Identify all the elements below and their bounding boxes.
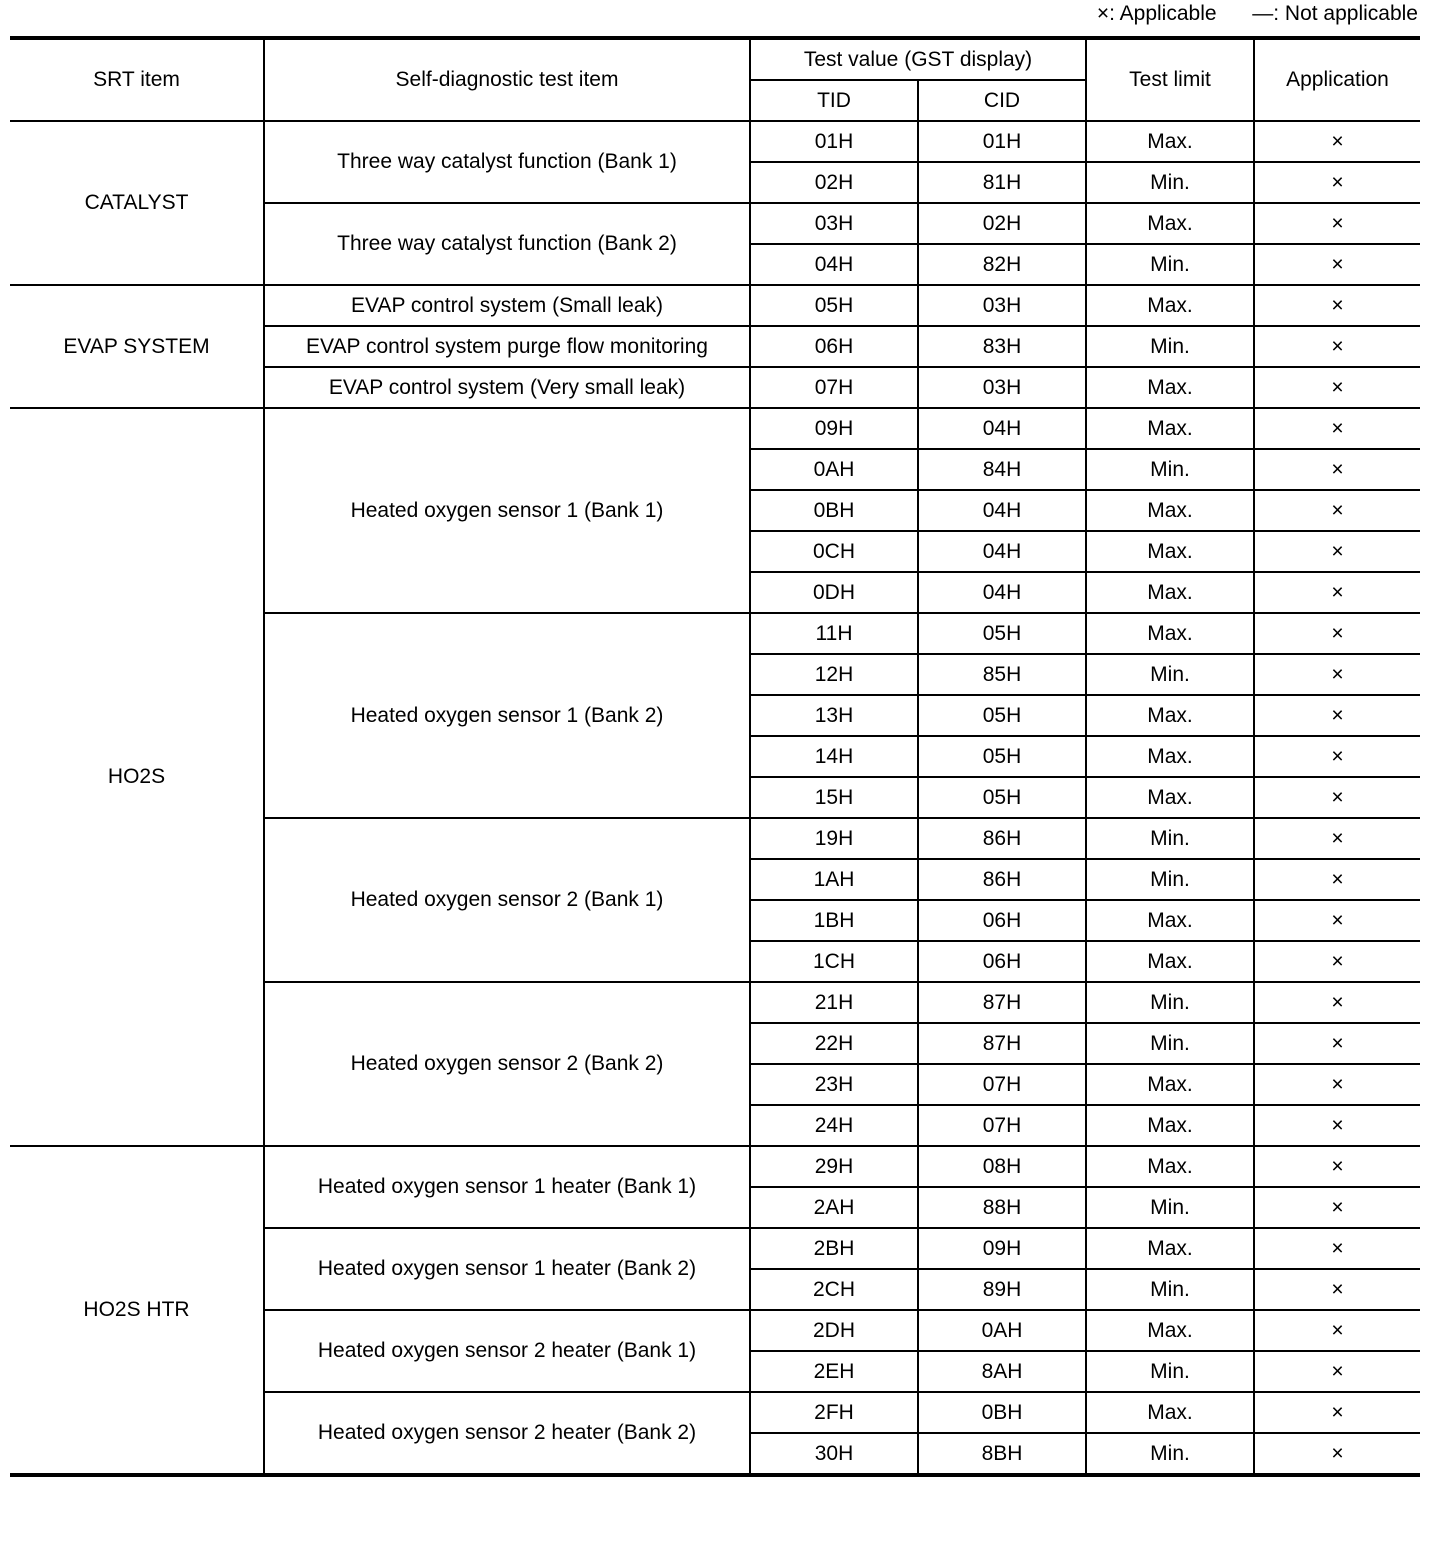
- test-limit-cell: Max.: [1086, 1105, 1254, 1146]
- application-cell: ×: [1254, 1433, 1420, 1475]
- test-limit-cell: Max.: [1086, 736, 1254, 777]
- legend-not-applicable: —: Not applicable: [1252, 2, 1418, 25]
- cid-cell: 0AH: [918, 1310, 1086, 1351]
- cid-cell: 06H: [918, 900, 1086, 941]
- application-cell: ×: [1254, 859, 1420, 900]
- cid-cell: 8AH: [918, 1351, 1086, 1392]
- application-cell: ×: [1254, 736, 1420, 777]
- test-limit-cell: Min.: [1086, 859, 1254, 900]
- test-limit-cell: Max.: [1086, 695, 1254, 736]
- cid-cell: 05H: [918, 613, 1086, 654]
- header-cid: CID: [918, 80, 1086, 121]
- tid-cell: 2BH: [750, 1228, 918, 1269]
- test-limit-cell: Min.: [1086, 244, 1254, 285]
- test-limit-cell: Max.: [1086, 490, 1254, 531]
- cid-cell: 88H: [918, 1187, 1086, 1228]
- table-row: [10, 408, 1420, 449]
- application-cell: ×: [1254, 1269, 1420, 1310]
- self-diagnostic-item-cell: EVAP control system (Very small leak): [264, 367, 750, 408]
- application-cell: ×: [1254, 285, 1420, 326]
- test-limit-cell: Max.: [1086, 1228, 1254, 1269]
- self-diagnostic-item-cell: Heated oxygen sensor 1 heater (Bank 2): [264, 1228, 750, 1310]
- tid-cell: 0CH: [750, 531, 918, 572]
- self-diagnostic-item-cell: EVAP control system purge flow monitoring: [264, 326, 750, 367]
- cid-cell: 81H: [918, 162, 1086, 203]
- tid-cell: 23H: [750, 1064, 918, 1105]
- application-cell: ×: [1254, 244, 1420, 285]
- tid-cell: 1CH: [750, 941, 918, 982]
- header-test-limit: Test limit: [1086, 38, 1254, 121]
- table-header: [10, 38, 1420, 121]
- srt-item-cell: HO2S HTR: [10, 1146, 264, 1475]
- cid-cell: 86H: [918, 859, 1086, 900]
- tid-cell: 2DH: [750, 1310, 918, 1351]
- cid-cell: 87H: [918, 982, 1086, 1023]
- tid-cell: 1BH: [750, 900, 918, 941]
- tid-cell: 21H: [750, 982, 918, 1023]
- tid-cell: 06H: [750, 326, 918, 367]
- tid-cell: 30H: [750, 1433, 918, 1475]
- tid-cell: 05H: [750, 285, 918, 326]
- application-cell: ×: [1254, 1023, 1420, 1064]
- test-limit-cell: Max.: [1086, 285, 1254, 326]
- table-row: [10, 1146, 1420, 1187]
- tid-cell: 2AH: [750, 1187, 918, 1228]
- application-cell: ×: [1254, 695, 1420, 736]
- tid-cell: 11H: [750, 613, 918, 654]
- application-cell: ×: [1254, 572, 1420, 613]
- application-cell: ×: [1254, 531, 1420, 572]
- test-limit-cell: Min.: [1086, 1187, 1254, 1228]
- header-application: Application: [1254, 38, 1420, 121]
- application-cell: ×: [1254, 367, 1420, 408]
- self-diagnostic-item-cell: Heated oxygen sensor 2 heater (Bank 2): [264, 1392, 750, 1475]
- tid-cell: 0DH: [750, 572, 918, 613]
- legend-applicable: ×: Applicable: [1096, 2, 1217, 25]
- tid-cell: 2FH: [750, 1392, 918, 1433]
- cid-cell: 07H: [918, 1105, 1086, 1146]
- tid-cell: 02H: [750, 162, 918, 203]
- srt-table: [10, 36, 1420, 1477]
- application-cell: ×: [1254, 1105, 1420, 1146]
- cid-cell: 08H: [918, 1146, 1086, 1187]
- application-cell: ×: [1254, 1146, 1420, 1187]
- legend: [1097, 0, 1418, 30]
- tid-cell: 15H: [750, 777, 918, 818]
- self-diagnostic-item-cell: Heated oxygen sensor 1 (Bank 2): [264, 613, 750, 818]
- tid-cell: 1AH: [750, 859, 918, 900]
- test-limit-cell: Min.: [1086, 1433, 1254, 1475]
- test-limit-cell: Min.: [1086, 326, 1254, 367]
- test-limit-cell: Max.: [1086, 367, 1254, 408]
- header-self-diagnostic-test-item: Self-diagnostic test item: [264, 38, 750, 121]
- application-cell: ×: [1254, 1187, 1420, 1228]
- test-limit-cell: Max.: [1086, 203, 1254, 244]
- cid-cell: 89H: [918, 1269, 1086, 1310]
- application-cell: ×: [1254, 1310, 1420, 1351]
- tid-cell: 13H: [750, 695, 918, 736]
- test-limit-cell: Max.: [1086, 121, 1254, 162]
- tid-cell: 2CH: [750, 1269, 918, 1310]
- tid-cell: 0BH: [750, 490, 918, 531]
- cid-cell: 03H: [918, 285, 1086, 326]
- cid-cell: 86H: [918, 818, 1086, 859]
- test-limit-cell: Max.: [1086, 1310, 1254, 1351]
- test-limit-cell: Max.: [1086, 531, 1254, 572]
- srt-item-cell: HO2S: [10, 408, 264, 1146]
- srt-item-cell: CATALYST: [10, 121, 264, 285]
- cid-cell: 01H: [918, 121, 1086, 162]
- cid-cell: 09H: [918, 1228, 1086, 1269]
- cid-cell: 07H: [918, 1064, 1086, 1105]
- application-cell: ×: [1254, 818, 1420, 859]
- test-limit-cell: Min.: [1086, 162, 1254, 203]
- application-cell: ×: [1254, 203, 1420, 244]
- test-limit-cell: Min.: [1086, 1023, 1254, 1064]
- cid-cell: 87H: [918, 1023, 1086, 1064]
- cid-cell: 84H: [918, 449, 1086, 490]
- cid-cell: 04H: [918, 408, 1086, 449]
- application-cell: ×: [1254, 449, 1420, 490]
- header-tid: TID: [750, 80, 918, 121]
- test-limit-cell: Max.: [1086, 941, 1254, 982]
- application-cell: ×: [1254, 1351, 1420, 1392]
- application-cell: ×: [1254, 121, 1420, 162]
- cid-cell: 05H: [918, 695, 1086, 736]
- application-cell: ×: [1254, 777, 1420, 818]
- tid-cell: 14H: [750, 736, 918, 777]
- test-limit-cell: Max.: [1086, 1064, 1254, 1105]
- application-cell: ×: [1254, 1228, 1420, 1269]
- application-cell: ×: [1254, 408, 1420, 449]
- table-row: [10, 285, 1420, 326]
- tid-cell: 0AH: [750, 449, 918, 490]
- application-cell: ×: [1254, 654, 1420, 695]
- header-srt-item: SRT item: [10, 38, 264, 121]
- tid-cell: 24H: [750, 1105, 918, 1146]
- self-diagnostic-item-cell: Heated oxygen sensor 2 heater (Bank 1): [264, 1310, 750, 1392]
- cid-cell: 83H: [918, 326, 1086, 367]
- application-cell: ×: [1254, 941, 1420, 982]
- self-diagnostic-item-cell: Heated oxygen sensor 2 (Bank 2): [264, 982, 750, 1146]
- table-body: [10, 121, 1420, 1475]
- tid-cell: 19H: [750, 818, 918, 859]
- self-diagnostic-item-cell: EVAP control system (Small leak): [264, 285, 750, 326]
- test-limit-cell: Max.: [1086, 777, 1254, 818]
- cid-cell: 04H: [918, 531, 1086, 572]
- application-cell: ×: [1254, 900, 1420, 941]
- table-row: [10, 121, 1420, 162]
- self-diagnostic-item-cell: Heated oxygen sensor 2 (Bank 1): [264, 818, 750, 982]
- tid-cell: 07H: [750, 367, 918, 408]
- self-diagnostic-item-cell: Three way catalyst function (Bank 2): [264, 203, 750, 285]
- srt-item-cell: EVAP SYSTEM: [10, 285, 264, 408]
- cid-cell: 85H: [918, 654, 1086, 695]
- test-limit-cell: Max.: [1086, 900, 1254, 941]
- self-diagnostic-item-cell: Heated oxygen sensor 1 heater (Bank 1): [264, 1146, 750, 1228]
- cid-cell: 82H: [918, 244, 1086, 285]
- test-limit-cell: Max.: [1086, 613, 1254, 654]
- cid-cell: 02H: [918, 203, 1086, 244]
- cid-cell: 03H: [918, 367, 1086, 408]
- self-diagnostic-item-cell: Heated oxygen sensor 1 (Bank 1): [264, 408, 750, 613]
- cid-cell: 04H: [918, 490, 1086, 531]
- application-cell: ×: [1254, 1064, 1420, 1105]
- header-test-value: Test value (GST display): [750, 38, 1086, 80]
- test-limit-cell: Min.: [1086, 818, 1254, 859]
- test-limit-cell: Min.: [1086, 449, 1254, 490]
- application-cell: ×: [1254, 613, 1420, 654]
- application-cell: ×: [1254, 1392, 1420, 1433]
- application-cell: ×: [1254, 326, 1420, 367]
- test-limit-cell: Max.: [1086, 1392, 1254, 1433]
- cid-cell: 06H: [918, 941, 1086, 982]
- tid-cell: 2EH: [750, 1351, 918, 1392]
- application-cell: ×: [1254, 490, 1420, 531]
- test-limit-cell: Min.: [1086, 1351, 1254, 1392]
- test-limit-cell: Min.: [1086, 654, 1254, 695]
- test-limit-cell: Min.: [1086, 1269, 1254, 1310]
- tid-cell: 09H: [750, 408, 918, 449]
- tid-cell: 01H: [750, 121, 918, 162]
- test-limit-cell: Max.: [1086, 408, 1254, 449]
- test-limit-cell: Max.: [1086, 572, 1254, 613]
- cid-cell: 05H: [918, 736, 1086, 777]
- test-limit-cell: Max.: [1086, 1146, 1254, 1187]
- application-cell: ×: [1254, 982, 1420, 1023]
- cid-cell: 04H: [918, 572, 1086, 613]
- self-diagnostic-item-cell: Three way catalyst function (Bank 1): [264, 121, 750, 203]
- test-limit-cell: Min.: [1086, 982, 1254, 1023]
- cid-cell: 8BH: [918, 1433, 1086, 1475]
- tid-cell: 29H: [750, 1146, 918, 1187]
- cid-cell: 0BH: [918, 1392, 1086, 1433]
- tid-cell: 03H: [750, 203, 918, 244]
- tid-cell: 12H: [750, 654, 918, 695]
- cid-cell: 05H: [918, 777, 1086, 818]
- tid-cell: 04H: [750, 244, 918, 285]
- application-cell: ×: [1254, 162, 1420, 203]
- tid-cell: 22H: [750, 1023, 918, 1064]
